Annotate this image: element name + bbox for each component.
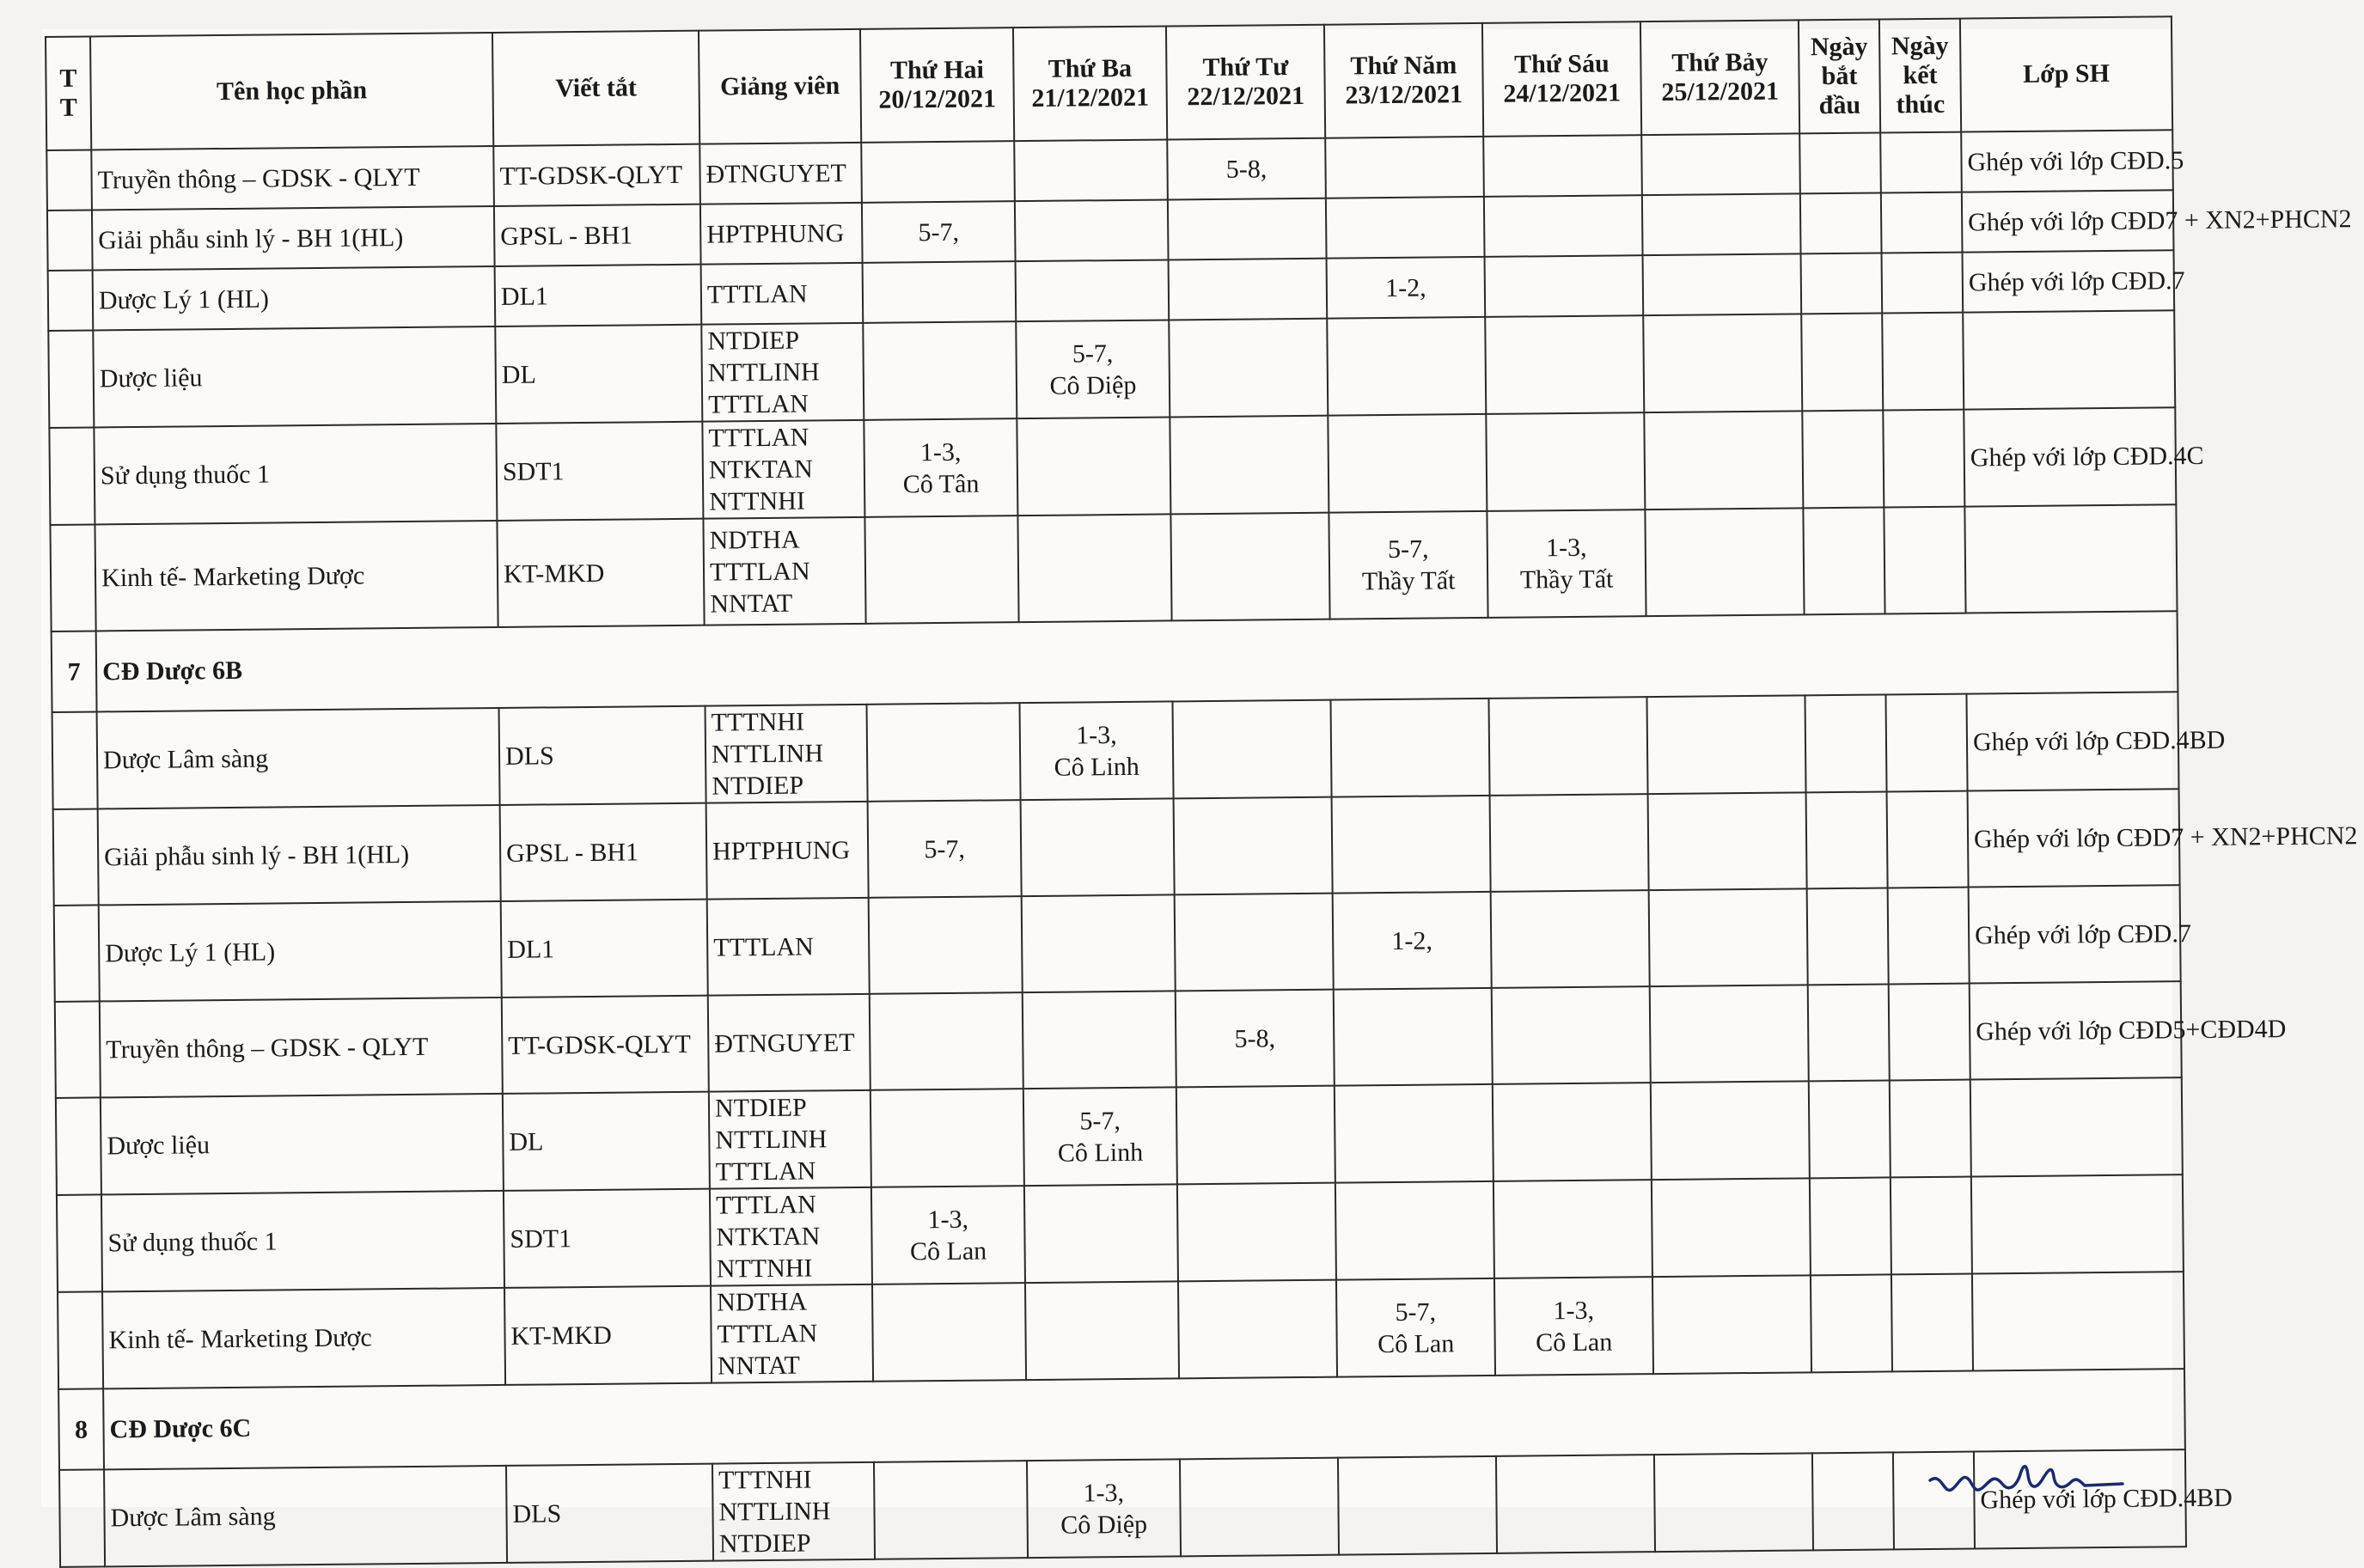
slot-thu (1338, 1456, 1497, 1555)
lecturer-list (708, 994, 870, 1092)
header-day-thu: Thứ Năm 23/12/2021 (1324, 23, 1483, 138)
row-number (54, 905, 100, 1001)
table-row (59, 1449, 2186, 1567)
slot-tue (1021, 798, 1175, 896)
signature-icon (1925, 1446, 2131, 1506)
start-date (1801, 253, 1883, 314)
slot-tue (1023, 991, 1176, 1089)
row-number (49, 427, 95, 524)
subject-abbr: DLS (499, 706, 706, 805)
slot-fri (1490, 794, 1649, 892)
header-tt: T T (46, 36, 91, 149)
class-note (1970, 1077, 2183, 1176)
slot-thu (1326, 197, 1485, 259)
slot-sat (1643, 253, 1802, 315)
lecturer-code: NTKTAN (708, 455, 813, 485)
slot-fri: 1-3, Thầy Tất (1487, 509, 1646, 618)
header-day-fri: Thứ Sáu 24/12/2021 (1482, 21, 1641, 137)
row-number (48, 330, 94, 427)
subject-abbr: SDT1 (496, 422, 703, 521)
lecturer-code: NDTHA (717, 1287, 808, 1317)
slot-wed (1172, 700, 1331, 799)
row-number (56, 1097, 101, 1194)
subject-name: Sử dụng thuốc 1 (94, 424, 497, 524)
slot-fri (1488, 697, 1647, 796)
lecturer-list (702, 420, 864, 519)
slot-mon (863, 321, 1017, 420)
slot-wed (1180, 1458, 1339, 1557)
subject-name: Dược liệu (93, 326, 496, 427)
slot-mon (870, 1089, 1024, 1187)
slot-sat (1649, 888, 1808, 986)
start-date (1806, 791, 1888, 888)
slot-tue: 5-7, Cô Diệp (1016, 320, 1170, 418)
lecturer-code: ĐTNGUYET (714, 1028, 855, 1059)
lecturer-list (701, 323, 864, 422)
slot-fri (1494, 1180, 1652, 1278)
slot-wed (1177, 1183, 1336, 1282)
subject-abbr: DL1 (501, 900, 708, 998)
header-abbr: Viết tắt (492, 31, 699, 146)
class-note: Ghép với lớp CĐD.5 (1961, 130, 2173, 192)
lecturer-code: TTTNHI (718, 1465, 812, 1495)
slot-thu (1334, 988, 1493, 1086)
slot-thu (1335, 1181, 1494, 1280)
row-number (46, 149, 92, 210)
slot-thu: 5-7, Cô Lan (1336, 1278, 1495, 1377)
slot-sat (1654, 1453, 1813, 1552)
slot-tue: 1-3, Cô Diệp (1027, 1459, 1181, 1558)
start-date (1799, 132, 1881, 193)
row-number (47, 210, 93, 270)
end-date (1885, 694, 1967, 792)
slot-sat (1644, 411, 1803, 509)
subject-name: Kinh tế- Marketing Dược (102, 1288, 505, 1388)
header-class: Lớp SH (1960, 16, 2172, 131)
slot-mon: 5-7, (868, 800, 1022, 898)
subject-abbr: DL (503, 1092, 710, 1191)
subject-name: Truyền thông – GDSK - QLYT (91, 146, 494, 210)
lecturer-list (699, 143, 862, 204)
slot-tue: 5-7, Cô Linh (1023, 1087, 1177, 1186)
lecturer-code: TTTNHI (711, 707, 805, 737)
slot-mon (869, 896, 1023, 994)
slot-thu (1335, 1084, 1494, 1183)
row-number (59, 1469, 105, 1566)
slot-mon (867, 703, 1021, 802)
start-date (1801, 313, 1883, 411)
row-number (52, 711, 98, 808)
slot-tue (1017, 514, 1171, 622)
lecturer-code: NTDIEP (712, 771, 804, 801)
lecturer-list (706, 705, 868, 803)
slot-fri (1485, 315, 1644, 414)
class-note: Ghép với lớp CĐD.4BD (1966, 692, 2178, 790)
slot-fri (1496, 1455, 1655, 1553)
slot-thu (1327, 317, 1486, 416)
class-note (1972, 1272, 2184, 1370)
lecturer-code: TTTLAN (715, 1156, 816, 1187)
slot-fri (1486, 412, 1645, 511)
slot-sat (1643, 314, 1802, 412)
end-date (1891, 1274, 1973, 1372)
subject-name: Kinh tế- Marketing Dược (95, 521, 498, 631)
lecturer-code: TTTLAN (715, 1190, 816, 1220)
schedule-table (45, 15, 2358, 1568)
lecturer-code: NTTLINH (707, 357, 820, 387)
lecturer-code: TTTLAN (717, 1319, 818, 1349)
header-day-wed: Thứ Tư 22/12/2021 (1166, 25, 1325, 140)
slot-mon (870, 992, 1023, 1090)
slot-mon (861, 141, 1015, 203)
slot-thu: 1-2, (1333, 892, 1492, 990)
slot-tue: 1-3, Cô Linh (1020, 701, 1174, 800)
subject-abbr: DLS (506, 1464, 713, 1563)
class-note (1964, 504, 2177, 613)
slot-wed: 5-8, (1167, 138, 1326, 200)
slot-wed: 5-8, (1176, 990, 1335, 1088)
subject-name: Giải phẫu sinh lý - BH 1(HL) (92, 206, 495, 270)
table-row (50, 504, 2177, 631)
slot-sat (1642, 193, 1801, 255)
lecturer-list (711, 1284, 873, 1383)
section-class-name: CĐ Dược 6B (96, 611, 2178, 711)
row-number (58, 1291, 103, 1388)
end-date (1882, 253, 1964, 314)
lecturer-code: TTTLAN (706, 278, 808, 309)
lecturer-code: TTTLAN (708, 423, 809, 453)
row-number (53, 808, 99, 905)
start-date (1812, 1452, 1894, 1550)
subject-abbr: DL (495, 325, 702, 424)
start-date (1802, 410, 1884, 508)
lecturer-code: NNTAT (717, 1351, 800, 1381)
slot-thu: 1-2, (1327, 257, 1486, 319)
header-row (46, 16, 2172, 150)
slot-tue (1024, 1184, 1178, 1283)
end-date (1888, 888, 1970, 985)
subject-name: Giải phẫu sinh lý - BH 1(HL) (98, 805, 501, 905)
subject-abbr: KT-MKD (504, 1286, 712, 1385)
end-date (1880, 132, 1962, 193)
section-number: 7 (52, 631, 97, 711)
end-date (1883, 410, 1964, 508)
class-note: Ghép với lớp CĐD.4BD (1974, 1449, 2186, 1548)
lecturer-code: NTTNHI (709, 486, 806, 516)
slot-mon: 1-3, Cô Tân (864, 418, 1017, 517)
slot-sat (1650, 985, 1809, 1083)
subject-abbr: GPSL - BH1 (494, 204, 701, 266)
slot-mon: 5-7, (862, 201, 1016, 263)
start-date (1803, 507, 1884, 614)
start-date (1808, 984, 1890, 1081)
subject-abbr: TT-GDSK-QLYT (493, 144, 700, 206)
lecturer-code: TTTLAN (707, 389, 809, 419)
end-date (1890, 1080, 1971, 1178)
end-date (1882, 313, 1964, 411)
slot-wed (1170, 416, 1329, 515)
slot-wed (1174, 797, 1333, 895)
slot-sat (1641, 133, 1800, 195)
slot-fri (1492, 986, 1651, 1084)
subject-abbr: GPSL - BH1 (500, 803, 707, 901)
lecturer-list (703, 517, 865, 625)
slot-wed (1168, 198, 1327, 260)
slot-thu (1325, 137, 1484, 198)
lecturer-code: ĐTNGUYET (706, 158, 847, 189)
lecturer-code: NTTLINH (711, 739, 824, 769)
slot-wed (1178, 1280, 1337, 1379)
lecturer-code: NTDIEP (714, 1093, 807, 1123)
subject-name: Sử dụng thuốc 1 (101, 1191, 504, 1291)
subject-abbr: SDT1 (504, 1189, 711, 1288)
row-number (50, 524, 95, 631)
slot-mon (872, 1283, 1026, 1382)
slot-tue (1017, 417, 1170, 516)
class-note: Ghép với lớp CĐD.7 (1969, 885, 2181, 983)
slot-wed (1169, 319, 1328, 418)
slot-mon (864, 516, 1018, 624)
lecturer-code: NNTAT (710, 589, 793, 619)
slot-sat (1648, 792, 1807, 890)
slot-thu (1328, 414, 1487, 513)
lecturer-code: HPTPHUNG (706, 218, 845, 249)
subject-name: Dược Lâm sàng (104, 1466, 507, 1566)
lecturer-code: NTTLINH (715, 1125, 828, 1155)
class-note: Ghép với lớp CĐD.4C (1964, 407, 2176, 506)
lecturer-code: NTTNHI (716, 1254, 813, 1284)
slot-tue (1022, 894, 1176, 992)
class-note: Ghép với lớp CĐD.7 (1963, 250, 2175, 312)
slot-sat (1652, 1275, 1811, 1374)
lecturer-list (700, 203, 863, 265)
subject-name: Dược Lâm sàng (97, 708, 500, 808)
header-day-sat: Thứ Bảy 25/12/2021 (1640, 20, 1799, 135)
slot-sat (1651, 1081, 1810, 1180)
slot-wed (1169, 259, 1328, 320)
slot-fri (1493, 1083, 1652, 1181)
slot-thu (1330, 699, 1489, 797)
lecturer-code: TTTLAN (713, 931, 815, 962)
class-note (1963, 310, 2175, 409)
slot-wed (1170, 513, 1329, 621)
subject-name: Dược Lý 1 (HL) (99, 901, 502, 1001)
subject-abbr: DL1 (495, 265, 702, 326)
schedule-body (46, 130, 2358, 1567)
slot-sat (1652, 1178, 1811, 1277)
slot-mon (874, 1461, 1028, 1559)
slot-sat (1645, 508, 1804, 616)
end-date (1887, 791, 1969, 888)
slot-fri (1483, 135, 1642, 197)
lecturer-list (710, 1187, 872, 1286)
header-day-mon: Thứ Hai 20/12/2021 (860, 27, 1014, 143)
section-number: 8 (58, 1388, 104, 1469)
slot-tue (1015, 199, 1169, 261)
header-lecturer: Giảng viên (699, 29, 861, 144)
lecturer-code: NTTLINH (718, 1497, 831, 1527)
subject-abbr: TT-GDSK-QLYT (502, 996, 709, 1094)
slot-wed (1176, 1086, 1335, 1185)
header-day-tue: Thứ Ba 21/12/2021 (1013, 26, 1167, 141)
row-number (48, 270, 94, 330)
row-number (57, 1194, 102, 1291)
start-date (1807, 888, 1889, 985)
header-end-date: Ngày kết thúc (1879, 19, 1961, 133)
start-date (1809, 1080, 1891, 1178)
subject-name: Dược Lý 1 (HL) (93, 266, 496, 330)
header-subject: Tên học phần (90, 33, 493, 149)
subject-name: Truyền thông – GDSK - QLYT (100, 998, 503, 1097)
lecturer-code: NDTHA (709, 525, 800, 555)
row-number (55, 1001, 101, 1097)
slot-fri (1491, 890, 1650, 988)
lecturer-list (709, 1090, 871, 1189)
slot-tue (1016, 259, 1170, 321)
end-date (1884, 507, 1965, 614)
slot-fri: 1-3, Cô Lan (1494, 1277, 1653, 1376)
class-note: Ghép với lớp CĐD7 + XN2+PHCN2 (1968, 789, 2180, 887)
start-date (1810, 1177, 1891, 1275)
lecturer-list (701, 263, 864, 325)
slot-tue (1025, 1281, 1179, 1380)
slot-fri (1484, 195, 1643, 257)
start-date (1805, 694, 1886, 792)
start-date (1811, 1274, 1892, 1372)
end-date (1889, 984, 1970, 1081)
lecturer-code: HPTPHUNG (712, 835, 851, 866)
slot-mon (863, 261, 1017, 323)
slot-wed (1175, 894, 1334, 991)
end-date (1881, 192, 1963, 253)
slot-sat (1646, 695, 1805, 794)
start-date (1800, 192, 1882, 253)
subject-abbr: KT-MKD (497, 519, 704, 627)
subject-name: Dược liệu (101, 1094, 504, 1194)
lecturer-list (712, 1462, 875, 1561)
lecturer-code: NTDIEP (718, 1528, 811, 1559)
slot-tue (1014, 139, 1168, 201)
lecturer-list (707, 898, 870, 996)
lecturer-code: TTTLAN (709, 556, 810, 587)
class-note: Ghép với lớp CĐD5+CĐD4D (1970, 981, 2182, 1079)
lecturer-code: NTDIEP (707, 326, 800, 356)
section-class-name: CĐ Dược 6C (103, 1369, 2185, 1469)
slot-thu: 5-7, Thầy Tất (1329, 511, 1487, 619)
lecturer-code: NTKTAN (716, 1222, 821, 1252)
slot-thu (1332, 796, 1491, 894)
slot-fri (1485, 255, 1644, 317)
slot-mon: 1-3, Cô Lan (871, 1186, 1025, 1284)
header-start-date: Ngày bắt đầu (1799, 20, 1880, 134)
end-date (1891, 1177, 1972, 1275)
class-note (1971, 1174, 2184, 1273)
lecturer-list (706, 802, 869, 900)
class-note: Ghép với lớp CĐD7 + XN2+PHCN2 (1962, 190, 2174, 252)
